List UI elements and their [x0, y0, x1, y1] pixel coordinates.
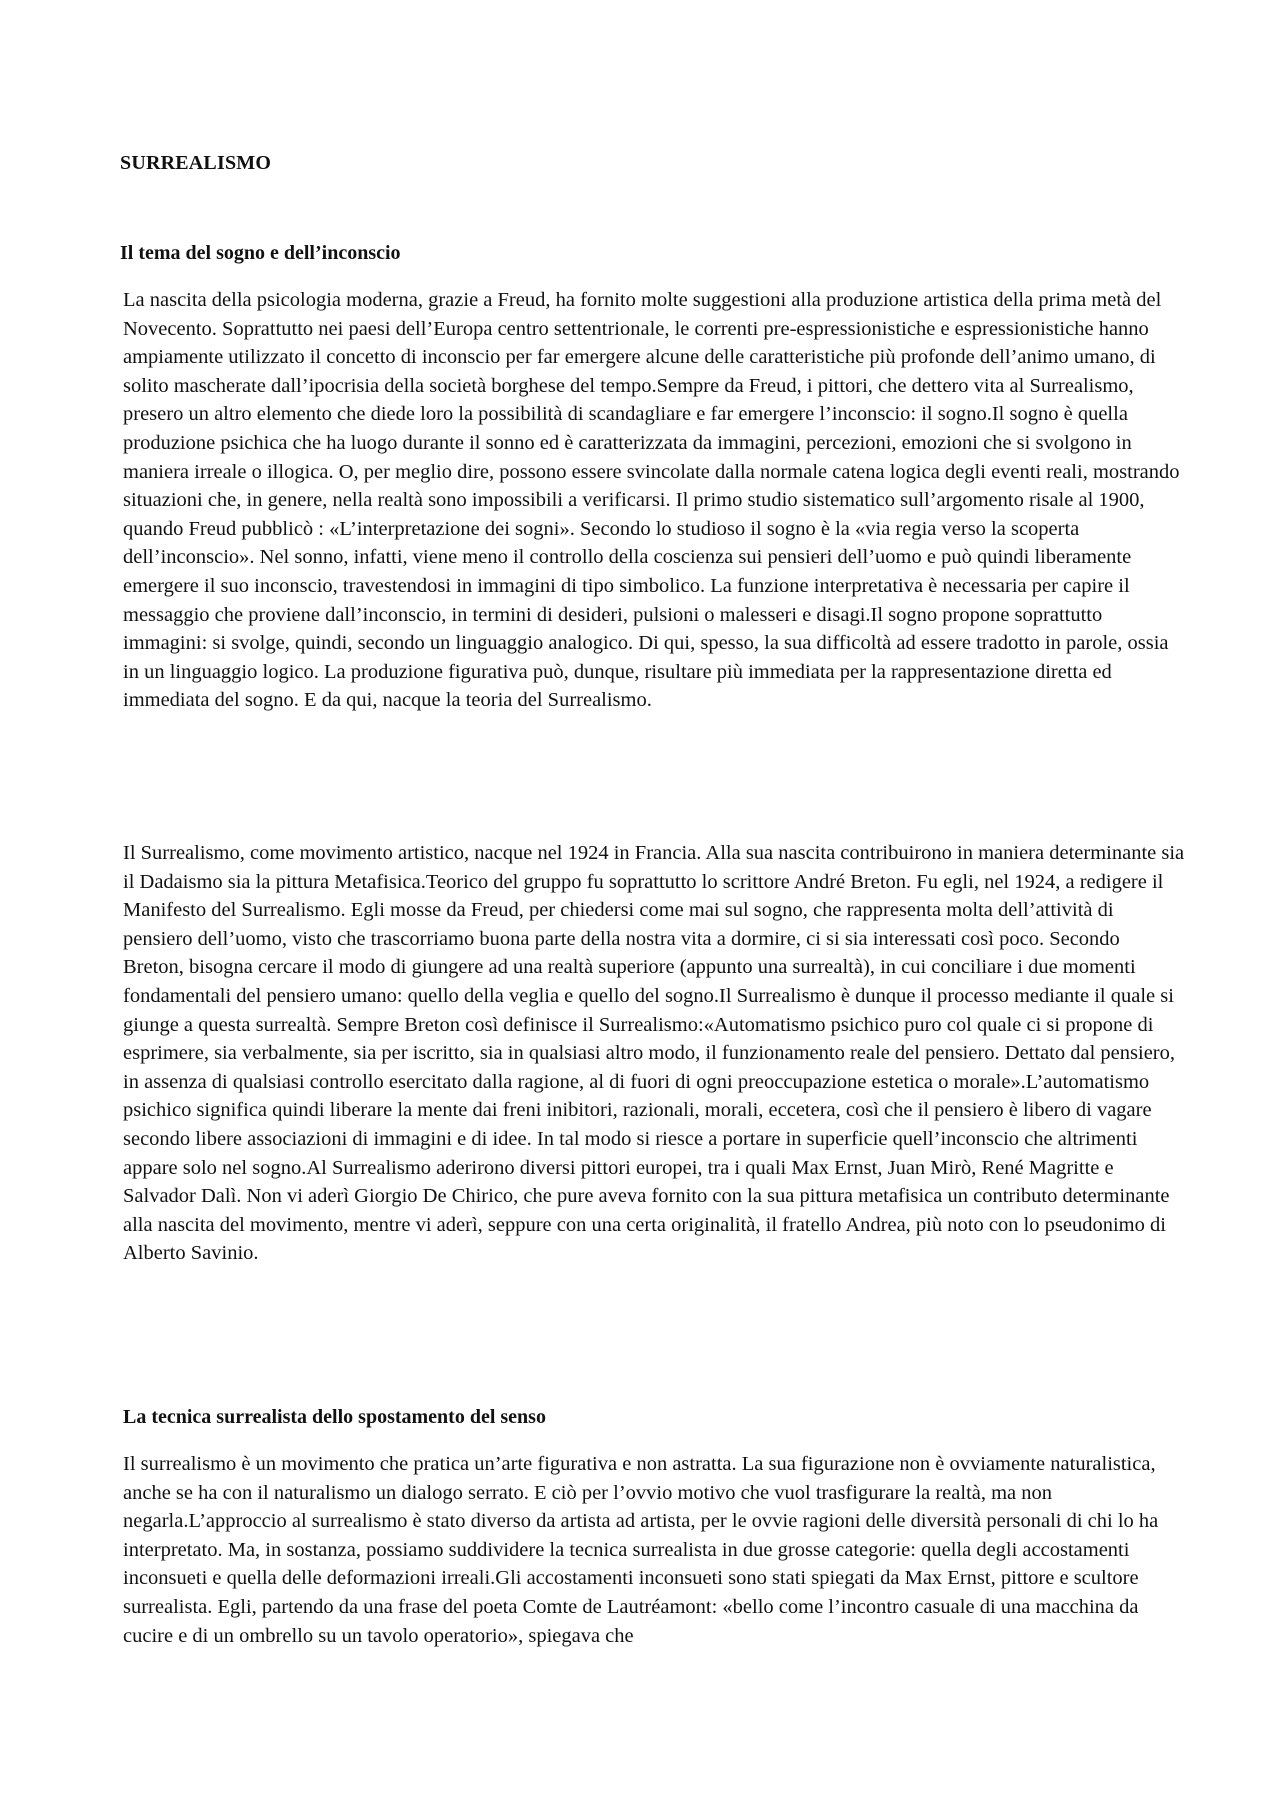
document-title: SURREALISMO	[120, 152, 272, 174]
section-heading-dream: Il tema del sogno e dell’inconscio	[120, 242, 401, 264]
paragraph: Il surrealismo è un movimento che pratica un’arte figurativa e non astratta. La sua figurazione non è ovviamente naturalistica, anche se ha con il naturalismo un dialogo serrato. E ciò per l’ovvio motivo che vuol trasfigurare la realtà, ma non negarla.L’approccio al surrealismo è stato diverso da artista ad artista, per le ovvie ragioni delle diversità personali di chi lo ha interpretato. Ma, in sostanza, possiamo suddividere la tecnica surrealista in due grosse categorie: quella degli accostamenti inconsueti e quella delle deformazioni irreali.Gli accostamenti inconsueti sono stati spiegati da Max Ernst, pittore e scultore surrealista. Egli, partendo da una frase del poeta Comte de Lautréamont: «bello come l’incontro casuale di una macchina da cucire e di un ombrello su un tavolo operatorio», spiegava che	[123, 1453, 1159, 1647]
paragraph: La nascita della psicologia moderna, grazie a Freud, ha fornito molte suggestioni alla produzione artistica della prima metà del Novecento. Soprattutto nei paesi dell’Europa centro settentrionale, le correnti pre-espressionistiche e espressionistiche hanno ampiamente utilizzato il concetto di inconscio per far emergere alcune delle caratteristiche più profonde dell’animo umano, di solito mascherate dall’ipocrisia della società borghese del tempo.Sempre da Freud, i pittori, che dettero vita al Surrealismo, presero un altro elemento che diede loro la possibilità di scandagliare e far emergere l’inconscio: il sogno.Il sogno è quella produzione psichica che ha luogo durante il sonno ed è caratterizzata da immagini, percezioni, emozioni che si svolgono in maniera irreale o illogica. O, per meglio dire, possono essere svincolate dalla normale catena logica degli eventi reali, mostrando situazioni che, in genere, nella realtà sono impossibili a verificarsi. Il primo studio sistematico sull’argomento risale al 1900, quando Freud pubblicò : «L’interpretazione dei sogni». Secondo lo studioso il sogno è la «via regia verso la scoperta dell’inconscio». Nel sonno, infatti, viene meno il controllo della coscienza sui pensieri dell’uomo e può quindi liberamente emergere il suo inconscio, travestendosi in immagini di tipo simbolico. La funzione interpretativa è necessaria per capire il messaggio che proviene dall’inconscio, in termini di desideri, pulsioni o malesseri e disagi.Il sogno propone soprattutto immagini: si svolge, quindi, secondo un linguaggio analogico. Di qui, spesso, la sua difficoltà ad essere tradotto in parole, ossia in un linguaggio logico. La produzione figurativa può, dunque, risultare più immediata per la rappresentazione diretta ed immediata del sogno. E da qui, nacque la teoria del Surrealismo.	[123, 289, 1180, 712]
paragraph: Il Surrealismo, come movimento artistico, nacque nel 1924 in Francia. Alla sua nascita contribuirono in maniera determinante sia il Dadaismo sia la pittura Metafisica.Teorico del gruppo fu soprattutto lo scrittore André Breton. Fu egli, nel 1924, a redigere il Manifesto del Surrealismo. Egli mosse da Freud, per chiedersi come mai sul sogno, che rappresenta molta dell’attività di pensiero dell’uomo, visto che trascorriamo buona parte della nostra vita a dormire, ci si sia interessati così poco. Secondo Breton, bisogna cercare il modo di giungere ad una realtà superiore (appunto una surrealtà), in cui conciliare i due momenti fondamentali del pensiero umano: quello della veglia e quello del sogno.Il Surrealismo è dunque il processo mediante il quale si giunge a questa surrealtà. Sempre Breton così definisce il Surrealismo:«Automatismo psichico puro col quale ci si propone di esprimere, sia verbalmente, sia per iscritto, sia in qualsiasi altro modo, il funzionamento reale del pensiero. Dettato dal pensiero, in assenza di qualsiasi controllo esercitato dalla ragione, al di fuori di ogni preoccupazione estetica o morale».L’automatismo psichico significa quindi liberare la mente dai freni inibitori, razionali, morali, eccetera, così che il pensiero è libero di vagare secondo libere associazioni di immagini e di idee. In tal modo si riesce a portare in superficie quell’inconscio che altrimenti appare solo nel sogno.Al Surrealismo aderirono diversi pittori europei, tra i quali Max Ernst, Juan Mirò, René Magritte e Salvador Dalì. Non vi aderì Giorgio De Chirico, che pure aveva fornito con la sua pittura metafisica un contributo determinante alla nascita del movimento, mentre vi aderì, seppure con una certa originalità, il fratello Andrea, più noto con lo pseudonimo di Alberto Savinio.	[123, 842, 1185, 1265]
section-heading-technique: La tecnica surrealista dello spostamento del senso	[123, 1406, 546, 1428]
